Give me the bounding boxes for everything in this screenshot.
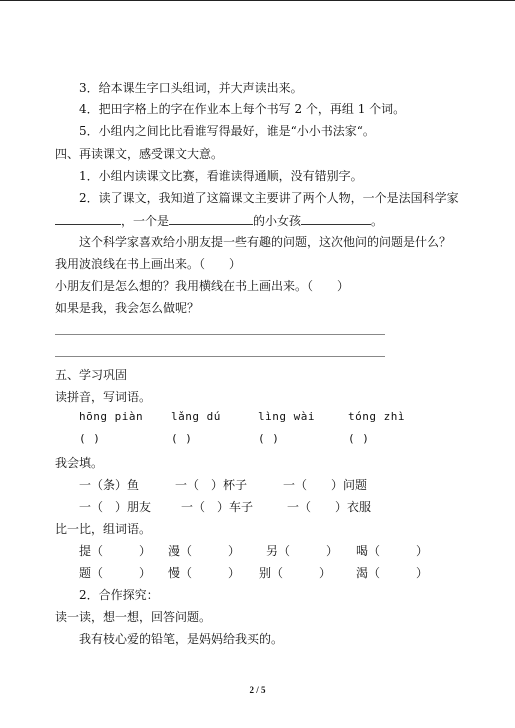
compare-item[interactable]: 渴（ ） <box>356 566 429 580</box>
compare-item[interactable]: 题（ ） <box>79 566 152 580</box>
page-number: 2 / 5 <box>249 685 266 695</box>
wavy-line-instruction: 我用波浪线在书上画出来。（ ） <box>55 257 242 271</box>
passage-line: 我有枝心爱的铅笔，是妈妈给我买的。 <box>79 632 284 646</box>
compare-item[interactable]: 漫（ ） <box>168 544 241 558</box>
pinyin-2: lǎng dú <box>171 410 221 423</box>
what-would-i-do: 如果是我，我会怎么做呢？ <box>55 301 200 315</box>
item-1: 1．小组内读课文比赛，看谁读得通顺，没有错别字。 <box>79 169 363 183</box>
item-2: 2．读了课文，我知道了这篇课文主要讲了两个人物，一个是法国科学家 <box>79 191 459 205</box>
pinyin-blank-1[interactable]: ( ) <box>79 432 101 445</box>
question-line: 这个科学家喜欢给小朋友提一些有趣的问题，这次他问的问题是什么？ <box>79 235 452 249</box>
fill-item[interactable]: 一（条）鱼 <box>79 478 140 492</box>
pinyin-1: hōng piàn <box>79 410 144 423</box>
underline-instruction: 小朋友们是怎么想的？我用横线在书上画出来。（ ） <box>55 279 350 293</box>
item-3: 3．给本课生字口头组词，并大声读出来。 <box>79 81 303 95</box>
pinyin-3: lìng wài <box>258 410 315 423</box>
read-think-instruction: 读一读，想一想，回答问题。 <box>55 610 212 624</box>
compare-item[interactable]: 别（ ） <box>259 566 332 580</box>
compare-item[interactable]: 另（ ） <box>266 544 339 558</box>
fill-instruction: 我会填。 <box>55 456 104 470</box>
pinyin-blank-2[interactable]: ( ) <box>171 432 193 445</box>
compare-item[interactable]: 慢（ ） <box>168 566 241 580</box>
section-5-heading: 五、学习巩固 <box>55 368 128 382</box>
compare-instruction: 比一比，组词语。 <box>55 522 152 536</box>
blank-person[interactable] <box>169 212 253 225</box>
fill-item[interactable]: 一（ ）问题 <box>283 478 368 492</box>
compare-item[interactable]: 提（ ） <box>79 544 152 558</box>
item-5: 5．小组内之间比比看谁写得最好，谁是“小小书法家“。 <box>79 124 375 138</box>
compare-item[interactable]: 喝（ ） <box>356 544 429 558</box>
pinyin-4: tóng zhì <box>348 410 405 423</box>
item-4: 4．把田字格上的字在作业本上每个书写 2 个，再组 1 个词。 <box>79 102 406 116</box>
cooperative-inquiry: 2．合作探究： <box>79 588 159 602</box>
fill-item[interactable]: 一（ ）朋友 <box>79 500 152 514</box>
blank-girl[interactable] <box>301 212 371 225</box>
blank-scientist[interactable] <box>55 212 121 225</box>
answer-line-2[interactable] <box>55 356 385 357</box>
pinyin-blank-4[interactable]: ( ) <box>348 432 370 445</box>
fill-item[interactable]: 一（ ）车子 <box>181 500 254 514</box>
pinyin-blank-3[interactable]: ( ) <box>258 432 280 445</box>
answer-line-1[interactable] <box>55 334 385 335</box>
fill-item[interactable]: 一（ ）衣服 <box>287 500 372 514</box>
header-rule <box>0 0 515 1</box>
fill-blank-line: ，一个是 的小女孩 。 <box>55 212 383 229</box>
fill-item[interactable]: 一（ ）杯子 <box>175 478 248 492</box>
section-4-heading: 四、再读课文，感受课文大意。 <box>55 147 224 161</box>
pinyin-instruction: 读拼音，写词语。 <box>55 390 152 404</box>
